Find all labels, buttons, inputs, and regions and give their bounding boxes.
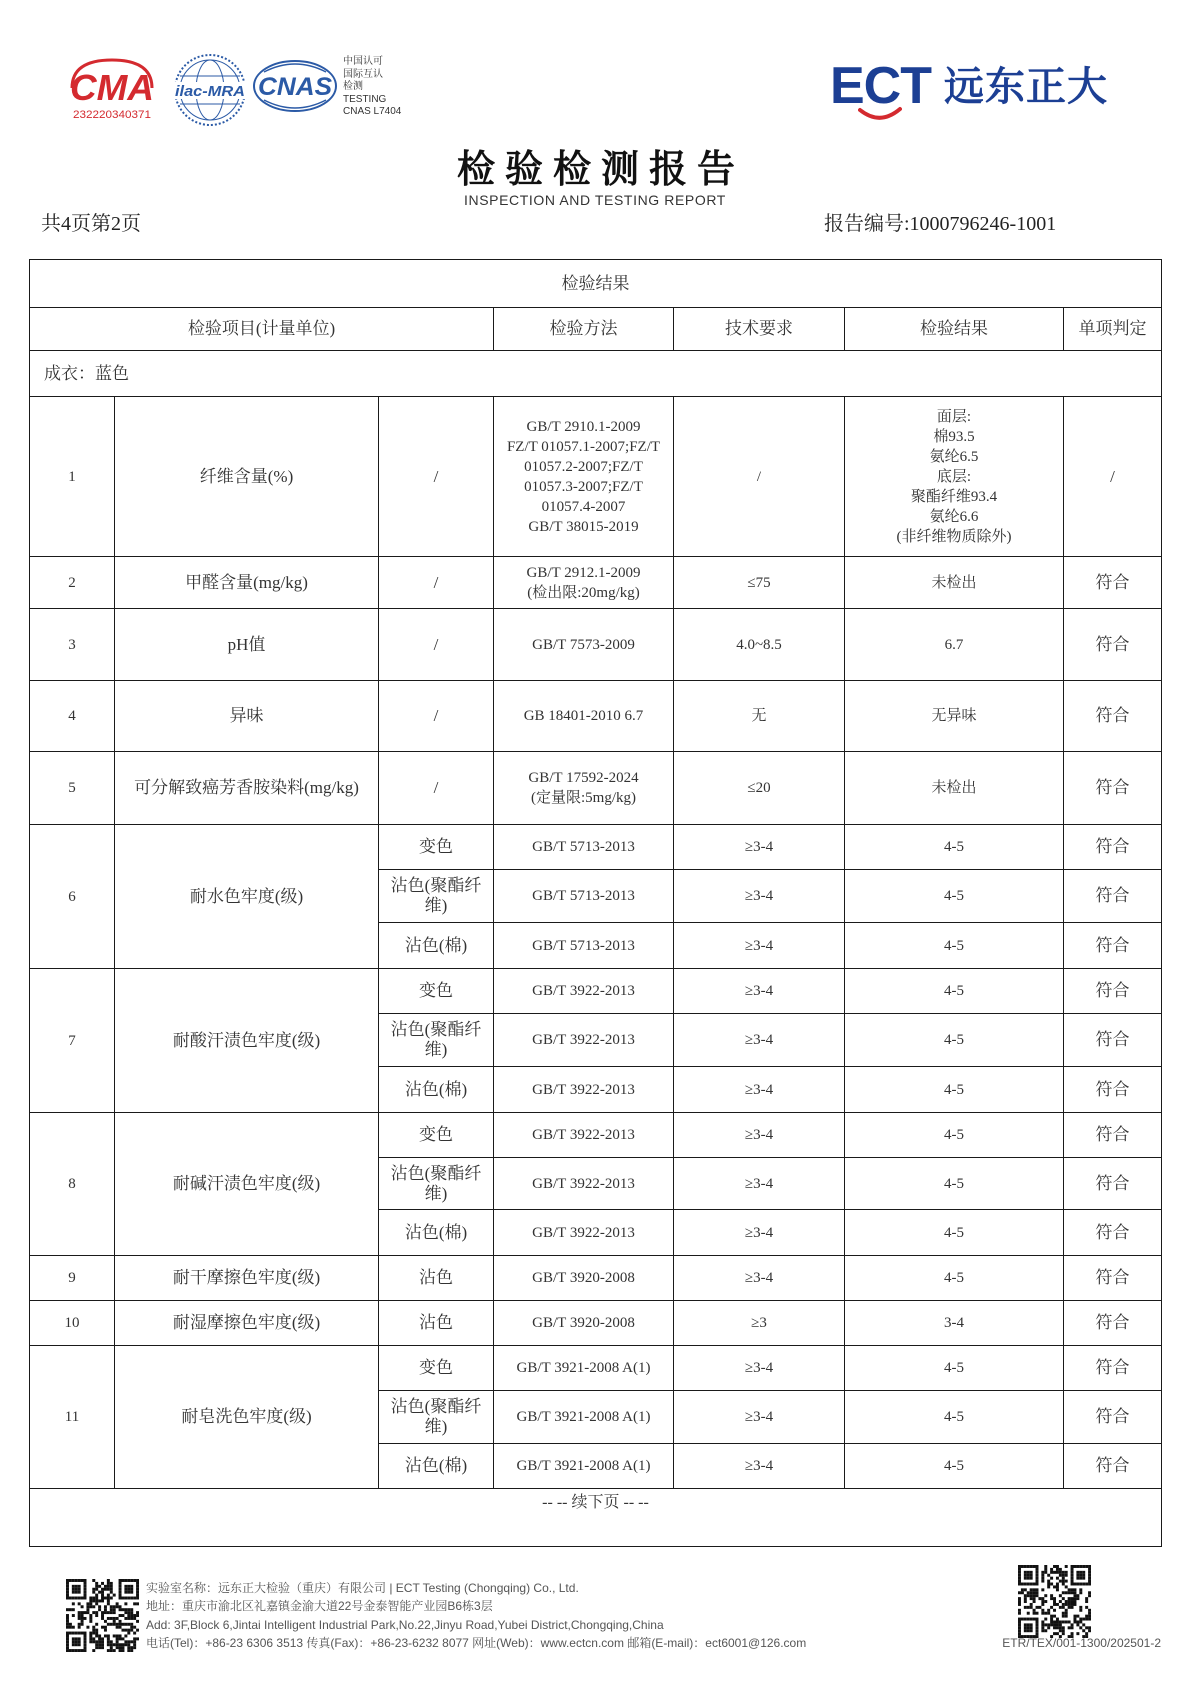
result-cell: 未检出 — [845, 557, 1064, 609]
requirement-cell: ≥3-4 — [674, 1391, 845, 1444]
cnas-mark: CNAS — [258, 73, 333, 101]
cma-mark: CMA — [70, 67, 154, 108]
accreditation-line: 国际互认 — [343, 68, 383, 80]
result-cell: 4-5 — [845, 1346, 1064, 1391]
method-cell: GB/T 5713-2013 — [494, 825, 674, 870]
judgment-cell: 符合 — [1064, 1210, 1162, 1256]
item-number-cell: 9 — [30, 1256, 115, 1301]
column-header-row — [30, 308, 1162, 351]
method-cell: GB/T 17592-2024 (定量限:5mg/kg) — [494, 752, 674, 825]
result-cell: 4-5 — [845, 1067, 1064, 1113]
result-cell: 3-4 — [845, 1301, 1064, 1346]
sub-item-cell: 沾色(聚酯纤维) — [379, 1391, 494, 1444]
item-number-cell: 3 — [30, 609, 115, 681]
requirement-cell: 无 — [674, 681, 845, 752]
document-code: ETR/TEX/001-1300/202501-2 — [1002, 1636, 1161, 1650]
requirement-cell: ≥3-4 — [674, 1256, 845, 1301]
result-cell: 4-5 — [845, 870, 1064, 923]
table-tail — [30, 1489, 1162, 1547]
item-number-cell: 11 — [30, 1346, 115, 1489]
judgment-cell: 符合 — [1064, 1391, 1162, 1444]
item-number-cell: 8 — [30, 1113, 115, 1256]
ilac-mra-mark: ilac-MRA — [175, 83, 245, 100]
judgment-cell: 符合 — [1064, 1067, 1162, 1113]
column-header-result: 检验结果 — [845, 308, 1064, 351]
table-row — [30, 557, 1162, 609]
sample-label: 成衣：蓝色 — [30, 351, 1162, 397]
method-cell: GB/T 7573-2009 — [494, 609, 674, 681]
method-cell: GB/T 3922-2013 — [494, 1113, 674, 1158]
method-cell: GB/T 3921-2008 A(1) — [494, 1346, 674, 1391]
result-cell: 4-5 — [845, 1113, 1064, 1158]
accreditation-line: TESTING — [343, 93, 387, 105]
item-number-cell: 4 — [30, 681, 115, 752]
accreditation-line: 检测 — [343, 81, 363, 92]
page-subtitle: INSPECTION AND TESTING REPORT — [464, 192, 726, 208]
column-header-item: 检验项目(计量单位) — [30, 308, 494, 351]
item-name-cell: 纤维含量(%) — [115, 397, 379, 557]
ect-logo-chinese: 远东正大 — [944, 64, 1108, 110]
judgment-cell: 符合 — [1064, 1158, 1162, 1210]
sub-item-cell: 变色 — [379, 969, 494, 1014]
page-title: 检验检测报告 — [456, 147, 745, 191]
sub-item-cell: 沾色(棉) — [379, 1444, 494, 1489]
sub-item-cell: / — [379, 609, 494, 681]
requirement-cell: ≥3 — [674, 1301, 845, 1346]
judgment-cell: / — [1064, 397, 1162, 557]
continued-label: -- -- 续下页 -- -- — [30, 1489, 1162, 1547]
result-cell: 面层: 棉93.5 氨纶6.5 底层: 聚酯纤维93.4 氨纶6.6 (非纤维物质除外) — [845, 397, 1064, 557]
requirement-cell: ≥3-4 — [674, 1014, 845, 1067]
result-cell: 无异味 — [845, 681, 1064, 752]
sub-item-cell: / — [379, 397, 494, 557]
result-cell: 4-5 — [845, 1210, 1064, 1256]
table-row — [30, 397, 1162, 557]
sub-item-cell: / — [379, 752, 494, 825]
result-cell: 未检出 — [845, 752, 1064, 825]
footer-contact-info: 电话(Tel)：+86-23 6306 3513 传真(Fax)：+86-23-6232 8077 网址(Web)：www.ectcn.com 邮箱(E-mail)：ect6001@126.com — [146, 1635, 807, 1650]
sub-item-cell: 变色 — [379, 1346, 494, 1391]
item-name-cell: 甲醛含量(mg/kg) — [115, 557, 379, 609]
item-name-cell: 耐干摩擦色牢度(级) — [115, 1256, 379, 1301]
report-number: 报告编号:1000796246-1001 — [824, 213, 1057, 235]
column-header-method: 检验方法 — [494, 308, 674, 351]
requirement-cell: ≥3-4 — [674, 1210, 845, 1256]
qr-code-left — [66, 1579, 139, 1652]
table-row — [30, 752, 1162, 825]
section-title: 检验结果 — [30, 260, 1162, 308]
result-rows — [30, 397, 1162, 1489]
result-cell: 4-5 — [845, 1014, 1064, 1067]
sub-item-cell: 沾色(棉) — [379, 923, 494, 969]
result-cell: 4-5 — [845, 1391, 1064, 1444]
cnas-logo — [252, 58, 338, 114]
result-cell: 4-5 — [845, 1256, 1064, 1301]
requirement-cell: / — [674, 397, 845, 557]
method-cell: GB/T 3921-2008 A(1) — [494, 1391, 674, 1444]
table-row — [30, 1256, 1162, 1301]
judgment-cell: 符合 — [1064, 1256, 1162, 1301]
item-name-cell: 耐碱汗渍色牢度(级) — [115, 1113, 379, 1256]
column-header-requirement: 技术要求 — [674, 308, 845, 351]
table-row — [30, 609, 1162, 681]
footer-contact — [146, 1579, 806, 1652]
item-name-cell: 耐湿摩擦色牢度(级) — [115, 1301, 379, 1346]
results-table — [29, 259, 1162, 1547]
requirement-cell: 4.0~8.5 — [674, 609, 845, 681]
ilac-mra-logo — [172, 52, 248, 128]
sub-item-cell: 沾色(聚酯纤维) — [379, 1158, 494, 1210]
method-cell: GB/T 5713-2013 — [494, 870, 674, 923]
judgment-cell: 符合 — [1064, 1301, 1162, 1346]
requirement-cell: ≥3-4 — [674, 1346, 845, 1391]
judgment-cell: 符合 — [1064, 1014, 1162, 1067]
item-name-cell: 耐酸汗渍色牢度(级) — [115, 969, 379, 1113]
judgment-cell: 符合 — [1064, 870, 1162, 923]
judgment-cell: 符合 — [1064, 923, 1162, 969]
sub-item-cell: 沾色(聚酯纤维) — [379, 870, 494, 923]
item-name-cell: 异味 — [115, 681, 379, 752]
requirement-cell: ≥3-4 — [674, 1158, 845, 1210]
method-cell: GB/T 3922-2013 — [494, 1210, 674, 1256]
ect-logo-latin: ECT — [830, 57, 931, 115]
cma-number: 232220340371 — [73, 109, 151, 121]
judgment-cell: 符合 — [1064, 557, 1162, 609]
item-number-cell: 10 — [30, 1301, 115, 1346]
result-cell: 6.7 — [845, 609, 1064, 681]
item-number-cell: 6 — [30, 825, 115, 969]
table-row — [30, 1113, 1162, 1158]
table-row — [30, 825, 1162, 870]
requirement-cell: ≥3-4 — [674, 923, 845, 969]
sub-item-cell: 变色 — [379, 825, 494, 870]
method-cell: GB/T 5713-2013 — [494, 923, 674, 969]
sub-item-cell: / — [379, 681, 494, 752]
qr-code-right — [1018, 1565, 1091, 1638]
method-cell: GB/T 3922-2013 — [494, 1067, 674, 1113]
item-name-cell: pH值 — [115, 609, 379, 681]
result-cell: 4-5 — [845, 1444, 1064, 1489]
item-number-cell: 1 — [30, 397, 115, 557]
judgment-cell: 符合 — [1064, 1346, 1162, 1391]
item-name-cell: 可分解致癌芳香胺染料(mg/kg) — [115, 752, 379, 825]
sub-item-cell: 沾色(棉) — [379, 1210, 494, 1256]
item-number-cell: 7 — [30, 969, 115, 1113]
requirement-cell: ≥3-4 — [674, 969, 845, 1014]
judgment-cell: 符合 — [1064, 825, 1162, 870]
continued-row — [30, 1489, 1162, 1547]
sample-row — [30, 351, 1162, 397]
method-cell: GB/T 2912.1-2009 (检出限:20mg/kg) — [494, 557, 674, 609]
ect-swoosh-icon — [858, 106, 902, 126]
cma-logo — [62, 54, 162, 124]
table-head — [30, 260, 1162, 397]
method-cell: GB/T 2910.1-2009 FZ/T 01057.1-2007;FZ/T 01057.2-2007;FZ/T 01057.3-2007;FZ/T 01057.4-2007 GB/T 38015-2019 — [494, 397, 674, 557]
sub-item-cell: / — [379, 557, 494, 609]
sub-item-cell: 变色 — [379, 1113, 494, 1158]
method-cell: GB/T 3922-2013 — [494, 1158, 674, 1210]
accreditation-line: CNAS L7404 — [343, 106, 402, 117]
column-header-judgment: 单项判定 — [1064, 308, 1162, 351]
method-cell: GB/T 3922-2013 — [494, 969, 674, 1014]
result-cell: 4-5 — [845, 923, 1064, 969]
result-cell: 4-5 — [845, 969, 1064, 1014]
requirement-cell: ≥3-4 — [674, 870, 845, 923]
judgment-cell: 符合 — [1064, 752, 1162, 825]
judgment-cell: 符合 — [1064, 1444, 1162, 1489]
judgment-cell: 符合 — [1064, 681, 1162, 752]
judgment-cell: 符合 — [1064, 609, 1162, 681]
result-cell: 4-5 — [845, 1158, 1064, 1210]
item-name-cell: 耐水色牢度(级) — [115, 825, 379, 969]
sub-item-cell: 沾色(聚酯纤维) — [379, 1014, 494, 1067]
sub-item-cell: 沾色 — [379, 1256, 494, 1301]
requirement-cell: ≥3-4 — [674, 1444, 845, 1489]
requirement-cell: ≥3-4 — [674, 1067, 845, 1113]
method-cell: GB/T 3920-2008 — [494, 1256, 674, 1301]
item-number-cell: 2 — [30, 557, 115, 609]
method-cell: GB 18401-2010 6.7 — [494, 681, 674, 752]
method-cell: GB/T 3922-2013 — [494, 1014, 674, 1067]
method-cell: GB/T 3920-2008 — [494, 1301, 674, 1346]
section-title-row — [30, 260, 1162, 308]
table-row — [30, 1301, 1162, 1346]
item-name-cell: 耐皂洗色牢度(级) — [115, 1346, 379, 1489]
requirement-cell: ≥3-4 — [674, 825, 845, 870]
sub-item-cell: 沾色(棉) — [379, 1067, 494, 1113]
page-count: 共4页第2页 — [41, 213, 141, 235]
table-row — [30, 969, 1162, 1014]
judgment-cell: 符合 — [1064, 1113, 1162, 1158]
accreditation-line: 中国认可 — [343, 56, 383, 67]
requirement-cell: ≥3-4 — [674, 1113, 845, 1158]
table-row — [30, 1346, 1162, 1391]
footer-address-en: Add: 3F,Block 6,Jintai Intelligent Industrial Park,No.22,Jinyu Road,Yubei District,Chongqing,China — [146, 1617, 664, 1632]
sub-item-cell: 沾色 — [379, 1301, 494, 1346]
requirement-cell: ≤75 — [674, 557, 845, 609]
footer-address-cn: 地址：重庆市渝北区礼嘉镇金渝大道22号金泰智能产业园B6栋3层 — [146, 1599, 493, 1614]
footer-lab-name: 实验室名称：远东正大检验（重庆）有限公司 | ECT Testing (Chongqing) Co., Ltd. — [146, 1581, 579, 1595]
item-number-cell: 5 — [30, 752, 115, 825]
table-row — [30, 681, 1162, 752]
accreditation-text — [343, 56, 401, 119]
requirement-cell: ≤20 — [674, 752, 845, 825]
method-cell: GB/T 3921-2008 A(1) — [494, 1444, 674, 1489]
result-cell: 4-5 — [845, 825, 1064, 870]
judgment-cell: 符合 — [1064, 969, 1162, 1014]
